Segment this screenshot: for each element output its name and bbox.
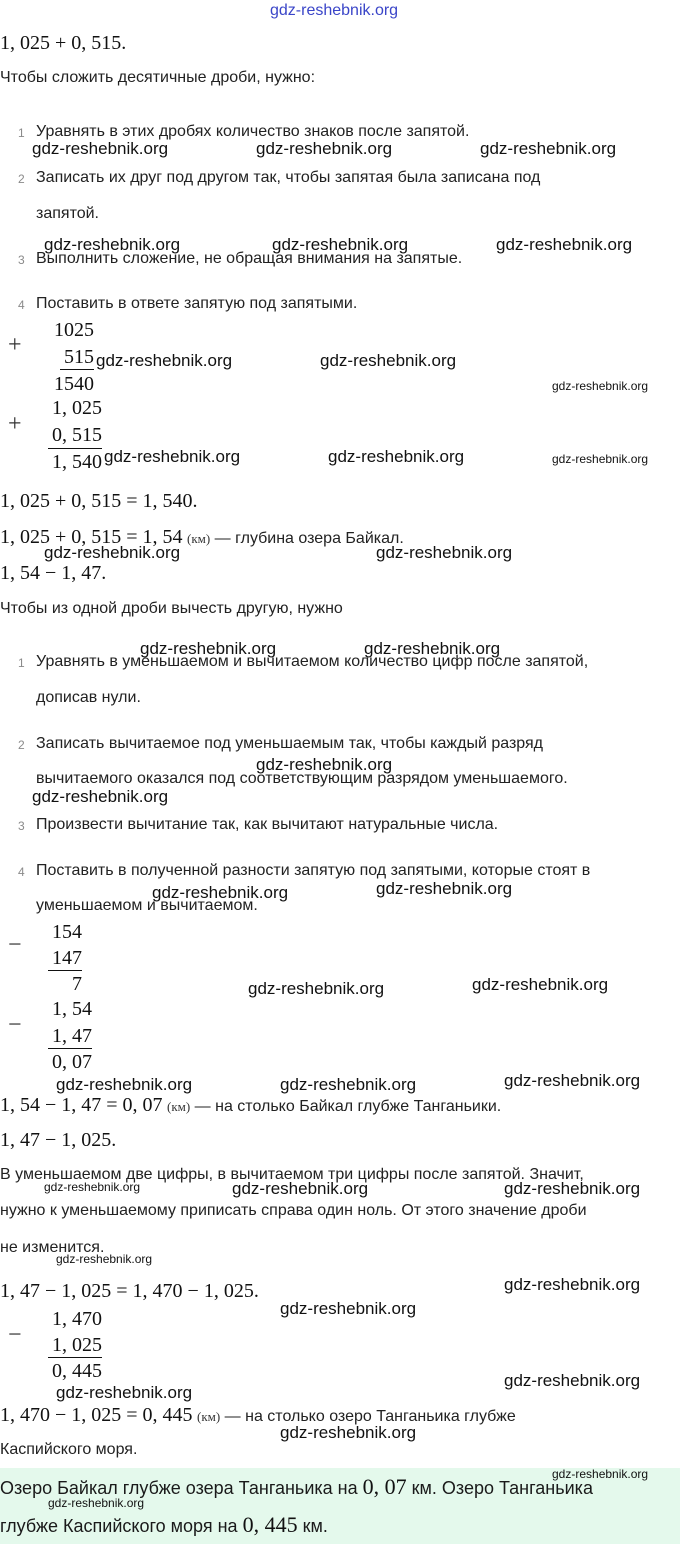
site-watermark: gdz-reshebnik.org xyxy=(504,1179,641,1198)
tanganyika-caspian-expr: 1, 470 − 1, 025 = 0, 445 xyxy=(0,1404,193,1426)
site-watermark: gdz-reshebnik.org xyxy=(552,379,649,393)
tanganyika-caspian-text-cont: Каспийского моря. xyxy=(0,1441,138,1458)
site-watermark: gdz-reshebnik.org xyxy=(32,787,169,806)
site-watermark: gdz-reshebnik.org xyxy=(44,1180,141,1194)
step-text: Записать их друг под другом так, чтобы запятая была записана под xyxy=(36,169,541,186)
answer-value: 0, 07 xyxy=(362,1474,407,1499)
explanation-line: нужно к уменьшаемому приписать справа один ноль. От этого значение дроби xyxy=(0,1202,587,1219)
difference: 7 xyxy=(72,973,82,995)
site-watermark: gdz-reshebnik.org xyxy=(320,351,457,370)
site-watermark: gdz-reshebnik.org xyxy=(44,235,181,254)
sum: 1, 540 xyxy=(52,451,102,473)
subtrahend: 147 xyxy=(52,947,82,969)
sum-line xyxy=(48,448,102,449)
plus-sign: + xyxy=(8,411,22,437)
site-watermark: gdz-reshebnik.org xyxy=(472,975,609,994)
site-watermark: gdz-reshebnik.org xyxy=(56,1252,153,1266)
step-text: вычитаемого оказался под соответствующим разрядом уменьшаемого. xyxy=(36,770,568,787)
step-text: Выполнить сложение, не обращая внимания на запятые. xyxy=(36,250,463,267)
site-watermark: gdz-reshebnik.org xyxy=(328,447,465,466)
tanganyika-caspian-text: — на столько озеро Танганьика глубже xyxy=(224,1408,516,1425)
step-text: Поставить в ответе запятую под запятыми. xyxy=(36,295,358,312)
step-text: Уравнять в этих дробях количество знаков после запятой. xyxy=(36,123,470,140)
sum-line xyxy=(60,369,94,370)
site-watermark-header: gdz-reshebnik.org xyxy=(270,2,399,19)
site-watermark: gdz-reshebnik.org xyxy=(56,1383,193,1402)
plus-sign: + xyxy=(8,332,22,358)
step-text: Поставить в полученной разности запятую под запятыми, которые стоят в xyxy=(36,862,591,879)
site-watermark: gdz-reshebnik.org xyxy=(104,447,241,466)
site-watermark: gdz-reshebnik.org xyxy=(480,139,617,158)
site-watermark: gdz-reshebnik.org xyxy=(552,1467,649,1481)
addition-intro: Чтобы сложить десятичные дроби, нужно: xyxy=(0,69,316,86)
minuend: 1, 54 xyxy=(52,998,92,1020)
site-watermark: gdz-reshebnik.org xyxy=(96,351,233,370)
subtrahend: 1, 47 xyxy=(52,1025,92,1047)
site-watermark: gdz-reshebnik.org xyxy=(504,1371,641,1390)
minuend: 154 xyxy=(52,921,82,943)
site-watermark: gdz-reshebnik.org xyxy=(364,639,501,658)
step-text: уменьшаемом и вычитаемом. xyxy=(36,897,258,914)
step-number: 1 xyxy=(18,656,25,670)
unit-km: (км) xyxy=(167,1099,191,1114)
addend-1: 1025 xyxy=(54,319,94,341)
answer-text: Озеро Байкал глубже озера Танганьика на xyxy=(0,1478,358,1498)
site-watermark: gdz-reshebnik.org xyxy=(376,879,513,898)
site-watermark: gdz-reshebnik.org xyxy=(280,1299,417,1318)
addend-1: 1, 025 xyxy=(52,397,102,419)
baikal-tanganyika-text: — на столько Байкал глубже Танганьики. xyxy=(194,1098,502,1115)
site-watermark: gdz-reshebnik.org xyxy=(280,1075,417,1094)
step-text: дописав нули. xyxy=(36,689,141,706)
site-watermark: gdz-reshebnik.org xyxy=(140,639,277,658)
site-watermark: gdz-reshebnik.org xyxy=(232,1179,369,1198)
site-watermark: gdz-reshebnik.org xyxy=(272,235,409,254)
site-watermark: gdz-reshebnik.org xyxy=(504,1071,641,1090)
baikal-depth-text: — глубина озера Байкал. xyxy=(214,530,404,547)
site-watermark: gdz-reshebnik.org xyxy=(256,139,393,158)
difference-line xyxy=(48,1357,102,1358)
step-number: 2 xyxy=(18,172,25,186)
step-text: Записать вычитаемое под уменьшаемым так, чтобы каждый разряд xyxy=(36,735,544,752)
difference-line xyxy=(48,970,82,971)
site-watermark: gdz-reshebnik.org xyxy=(496,235,633,254)
site-watermark: gdz-reshebnik.org xyxy=(504,1275,641,1294)
sum: 1540 xyxy=(54,373,94,395)
explanation-line: не изменится. xyxy=(0,1239,105,1256)
site-watermark: gdz-reshebnik.org xyxy=(152,883,289,902)
baikal-tanganyika-line xyxy=(0,1094,501,1117)
answer-text: км. Озеро Танганьика xyxy=(411,1478,593,1498)
step-number: 1 xyxy=(18,126,25,140)
step-number: 4 xyxy=(18,298,25,312)
step-number: 3 xyxy=(18,253,25,267)
minuend: 1, 470 xyxy=(52,1308,102,1330)
minus-sign: − xyxy=(8,1322,22,1348)
site-watermark: gdz-reshebnik.org xyxy=(56,1075,193,1094)
step-text: Произвести вычитание так, как вычитают натуральные числа. xyxy=(36,816,499,833)
site-watermark: gdz-reshebnik.org xyxy=(280,1423,417,1442)
difference-line xyxy=(48,1048,92,1049)
step-number: 2 xyxy=(18,738,25,752)
step-number: 4 xyxy=(18,865,25,879)
addition-result: 1, 025 + 0, 515 = 1, 540. xyxy=(0,490,198,512)
unit-km: (км) xyxy=(187,531,211,546)
baikal-tanganyika-expr: 1, 54 − 1, 47 = 0, 07 xyxy=(0,1094,163,1116)
site-watermark: gdz-reshebnik.org xyxy=(256,755,393,774)
explanation-line: В уменьшаемом две цифры, в вычитаемом три цифры после запятой. Значит, xyxy=(0,1166,584,1183)
site-watermark: gdz-reshebnik.org xyxy=(44,543,181,562)
site-watermark: gdz-reshebnik.org xyxy=(248,979,385,998)
step-text: запятой. xyxy=(36,205,99,222)
site-watermark: gdz-reshebnik.org xyxy=(32,139,169,158)
addition-expression: 1, 025 + 0, 515. xyxy=(0,32,127,54)
baikal-depth-expr: 1, 025 + 0, 515 = 1, 54 xyxy=(0,526,183,548)
site-watermark: gdz-reshebnik.org xyxy=(376,543,513,562)
step-text: Уравнять в уменьшаемом и вычитаемом количество цифр после запятой, xyxy=(36,653,589,670)
answer-text: км. xyxy=(302,1516,328,1536)
difference: 0, 07 xyxy=(52,1051,92,1073)
subtrahend: 1, 025 xyxy=(52,1334,102,1356)
site-watermark: gdz-reshebnik.org xyxy=(48,1496,145,1510)
difference: 0, 445 xyxy=(52,1360,102,1382)
answer-value: 0, 445 xyxy=(242,1512,298,1537)
site-watermark: gdz-reshebnik.org xyxy=(552,452,649,466)
answer-text: глубже Каспийского моря на xyxy=(0,1516,238,1536)
second-subtraction-expression: 1, 47 − 1, 025. xyxy=(0,1129,117,1151)
unit-km: (км) xyxy=(197,1409,221,1424)
padded-equation: 1, 47 − 1, 025 = 1, 470 − 1, 025. xyxy=(0,1280,259,1302)
addend-2: 515 xyxy=(64,346,94,368)
step-number: 3 xyxy=(18,819,25,833)
minus-sign: − xyxy=(8,1012,22,1038)
answer-line-2 xyxy=(0,1512,328,1538)
addend-2: 0, 515 xyxy=(52,424,102,446)
subtraction-expression: 1, 54 − 1, 47. xyxy=(0,562,107,584)
tanganyika-caspian-line xyxy=(0,1404,516,1427)
minus-sign: − xyxy=(8,932,22,958)
subtraction-intro: Чтобы из одной дроби вычесть другую, нужно xyxy=(0,600,343,617)
